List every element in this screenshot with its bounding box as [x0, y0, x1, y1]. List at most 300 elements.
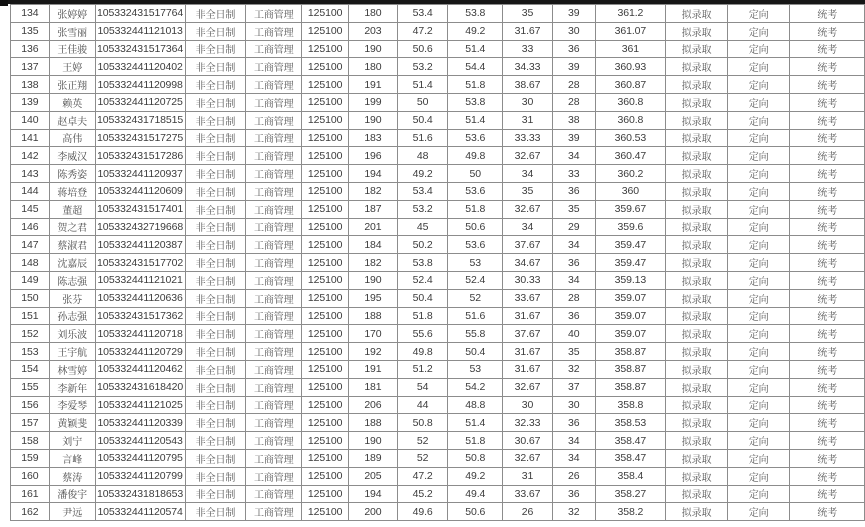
cell-major-code: 125100 [302, 254, 349, 272]
cell-study-mode: 非全日制 [185, 147, 246, 165]
table-row [11, 76, 865, 94]
cell-admission-status: 拟录取 [666, 22, 728, 40]
cell-total-score: 360.93 [595, 58, 666, 76]
cell-name: 董超 [49, 200, 95, 218]
table-row [11, 236, 865, 254]
cell-rank: 136 [11, 40, 50, 58]
cell-major: 工商管理 [246, 147, 302, 165]
cell-total-score: 359.67 [595, 200, 666, 218]
cell-major: 工商管理 [246, 449, 302, 467]
cell-exam-type: 统考 [790, 289, 865, 307]
cell-score-3: 53.6 [448, 129, 503, 147]
cell-exam-type: 统考 [790, 325, 865, 343]
cell-name: 沈嘉辰 [49, 254, 95, 272]
cell-candidate-id: 105332441120718 [95, 325, 185, 343]
cell-candidate-id: 105332441120725 [95, 93, 185, 111]
cell-admission-status: 拟录取 [666, 378, 728, 396]
cell-score-5: 34 [552, 236, 595, 254]
cell-score-3: 53 [448, 360, 503, 378]
cell-score-3: 53.8 [448, 5, 503, 23]
cell-total-score: 358.4 [595, 467, 666, 485]
cell-score-2: 51.8 [397, 307, 448, 325]
cell-study-mode: 非全日制 [185, 307, 246, 325]
cell-rank: 145 [11, 200, 50, 218]
cell-major: 工商管理 [246, 307, 302, 325]
cell-score-5: 38 [552, 111, 595, 129]
table-row [11, 129, 865, 147]
cell-score-4: 31.67 [503, 307, 553, 325]
cell-score-5: 26 [552, 467, 595, 485]
cell-total-score: 360 [595, 182, 666, 200]
cell-score-2: 49.8 [397, 343, 448, 361]
table-row [11, 289, 865, 307]
cell-score-4: 31 [503, 467, 553, 485]
cell-admission-status: 拟录取 [666, 218, 728, 236]
cell-admission-status: 拟录取 [666, 111, 728, 129]
cell-major-code: 125100 [302, 111, 349, 129]
cell-name: 刘乐波 [49, 325, 95, 343]
cell-total-score: 359.47 [595, 236, 666, 254]
cell-score-1: 187 [349, 200, 398, 218]
cell-exam-type: 统考 [790, 360, 865, 378]
cell-orientation: 定向 [727, 254, 790, 272]
cell-candidate-id: 105332441120609 [95, 182, 185, 200]
cell-major-code: 125100 [302, 503, 349, 521]
cell-score-3: 51.8 [448, 432, 503, 450]
cell-major-code: 125100 [302, 165, 349, 183]
cell-study-mode: 非全日制 [185, 22, 246, 40]
cell-candidate-id: 105332432719668 [95, 218, 185, 236]
cell-score-2: 53.2 [397, 58, 448, 76]
cell-total-score: 359.47 [595, 254, 666, 272]
cell-major: 工商管理 [246, 111, 302, 129]
cell-orientation: 定向 [727, 449, 790, 467]
cell-name: 张婷婷 [49, 5, 95, 23]
cell-admission-status: 拟录取 [666, 200, 728, 218]
cell-score-3: 50.4 [448, 343, 503, 361]
cell-score-5: 29 [552, 218, 595, 236]
cell-score-1: 180 [349, 5, 398, 23]
cell-name: 孙志强 [49, 307, 95, 325]
cell-rank: 154 [11, 360, 50, 378]
cell-name: 李爱琴 [49, 396, 95, 414]
cell-total-score: 359.6 [595, 218, 666, 236]
cell-admission-status: 拟录取 [666, 182, 728, 200]
cell-score-2: 51.2 [397, 360, 448, 378]
cell-rank: 150 [11, 289, 50, 307]
cell-score-2: 51.4 [397, 76, 448, 94]
cell-candidate-id: 105332441120998 [95, 76, 185, 94]
cell-rank: 140 [11, 111, 50, 129]
cell-score-4: 32.67 [503, 200, 553, 218]
cell-score-1: 194 [349, 485, 398, 503]
cell-major: 工商管理 [246, 343, 302, 361]
cell-score-3: 49.2 [448, 22, 503, 40]
cell-admission-status: 拟录取 [666, 5, 728, 23]
table-row [11, 307, 865, 325]
cell-name: 赖英 [49, 93, 95, 111]
cell-name: 张正翔 [49, 76, 95, 94]
cell-major-code: 125100 [302, 76, 349, 94]
cell-orientation: 定向 [727, 22, 790, 40]
cell-score-5: 39 [552, 5, 595, 23]
cell-admission-status: 拟录取 [666, 289, 728, 307]
cell-rank: 144 [11, 182, 50, 200]
cell-rank: 142 [11, 147, 50, 165]
cell-score-2: 50.4 [397, 111, 448, 129]
cell-study-mode: 非全日制 [185, 343, 246, 361]
cell-score-2: 54 [397, 378, 448, 396]
cell-score-2: 44 [397, 396, 448, 414]
cell-score-2: 53.2 [397, 200, 448, 218]
cell-major: 工商管理 [246, 485, 302, 503]
cell-score-5: 34 [552, 271, 595, 289]
cell-study-mode: 非全日制 [185, 378, 246, 396]
table-row [11, 22, 865, 40]
cell-study-mode: 非全日制 [185, 5, 246, 23]
cell-major-code: 125100 [302, 343, 349, 361]
cell-candidate-id: 105332431517362 [95, 307, 185, 325]
cell-rank: 139 [11, 93, 50, 111]
cell-score-3: 49.8 [448, 147, 503, 165]
cell-score-1: 189 [349, 449, 398, 467]
cell-major-code: 125100 [302, 360, 349, 378]
cell-admission-status: 拟录取 [666, 360, 728, 378]
cell-score-1: 180 [349, 58, 398, 76]
cell-orientation: 定向 [727, 378, 790, 396]
cell-score-4: 37.67 [503, 325, 553, 343]
cell-admission-status: 拟录取 [666, 76, 728, 94]
cell-study-mode: 非全日制 [185, 76, 246, 94]
cell-score-5: 36 [552, 485, 595, 503]
cell-name: 陈志强 [49, 271, 95, 289]
cell-exam-type: 统考 [790, 5, 865, 23]
cell-score-5: 30 [552, 22, 595, 40]
cell-admission-status: 拟录取 [666, 467, 728, 485]
cell-major: 工商管理 [246, 271, 302, 289]
cell-score-5: 34 [552, 147, 595, 165]
cell-study-mode: 非全日制 [185, 254, 246, 272]
cell-rank: 151 [11, 307, 50, 325]
cell-orientation: 定向 [727, 485, 790, 503]
cell-major: 工商管理 [246, 360, 302, 378]
cell-total-score: 360.8 [595, 93, 666, 111]
cell-score-2: 49.2 [397, 165, 448, 183]
cell-score-2: 45 [397, 218, 448, 236]
cell-orientation: 定向 [727, 343, 790, 361]
cell-study-mode: 非全日制 [185, 414, 246, 432]
cell-score-5: 30 [552, 396, 595, 414]
cell-admission-status: 拟录取 [666, 129, 728, 147]
cell-rank: 137 [11, 58, 50, 76]
cell-score-3: 50.6 [448, 218, 503, 236]
cell-name: 李新年 [49, 378, 95, 396]
cell-score-3: 49.2 [448, 467, 503, 485]
cell-name: 言峰 [49, 449, 95, 467]
cell-score-3: 50 [448, 165, 503, 183]
cell-orientation: 定向 [727, 289, 790, 307]
cell-score-4: 32.67 [503, 378, 553, 396]
cell-major: 工商管理 [246, 236, 302, 254]
cell-orientation: 定向 [727, 58, 790, 76]
cell-score-4: 30 [503, 93, 553, 111]
cell-major: 工商管理 [246, 289, 302, 307]
cell-exam-type: 统考 [790, 236, 865, 254]
cell-score-2: 50.8 [397, 414, 448, 432]
cell-major-code: 125100 [302, 93, 349, 111]
cell-major-code: 125100 [302, 432, 349, 450]
cell-candidate-id: 105332441120387 [95, 236, 185, 254]
cell-total-score: 360.87 [595, 76, 666, 94]
cell-total-score: 359.07 [595, 307, 666, 325]
cell-rank: 148 [11, 254, 50, 272]
cell-major: 工商管理 [246, 432, 302, 450]
cell-exam-type: 统考 [790, 271, 865, 289]
cell-total-score: 361.07 [595, 22, 666, 40]
table-row [11, 40, 865, 58]
cell-major: 工商管理 [246, 378, 302, 396]
cell-orientation: 定向 [727, 396, 790, 414]
cell-study-mode: 非全日制 [185, 432, 246, 450]
cell-score-2: 53.4 [397, 182, 448, 200]
cell-total-score: 360.53 [595, 129, 666, 147]
cell-study-mode: 非全日制 [185, 93, 246, 111]
cell-score-4: 34 [503, 165, 553, 183]
cell-study-mode: 非全日制 [185, 218, 246, 236]
cell-major-code: 125100 [302, 485, 349, 503]
cell-name: 蔡涛 [49, 467, 95, 485]
cell-major: 工商管理 [246, 467, 302, 485]
cell-candidate-id: 105332441120339 [95, 414, 185, 432]
cell-rank: 146 [11, 218, 50, 236]
cell-score-3: 48.8 [448, 396, 503, 414]
cell-score-2: 50 [397, 93, 448, 111]
cell-score-2: 50.6 [397, 40, 448, 58]
cell-rank: 155 [11, 378, 50, 396]
cell-study-mode: 非全日制 [185, 485, 246, 503]
cell-score-2: 55.6 [397, 325, 448, 343]
table-row [11, 503, 865, 521]
cell-orientation: 定向 [727, 325, 790, 343]
cell-major: 工商管理 [246, 414, 302, 432]
cell-score-1: 205 [349, 467, 398, 485]
cell-candidate-id: 105332441121013 [95, 22, 185, 40]
cell-admission-status: 拟录取 [666, 485, 728, 503]
cell-rank: 143 [11, 165, 50, 183]
cell-score-2: 53.8 [397, 254, 448, 272]
cell-candidate-id: 105332431517275 [95, 129, 185, 147]
cell-total-score: 358.87 [595, 343, 666, 361]
cell-score-3: 54.4 [448, 58, 503, 76]
page-top-rule-corner [0, 0, 8, 6]
cell-score-5: 34 [552, 432, 595, 450]
cell-exam-type: 统考 [790, 254, 865, 272]
cell-admission-status: 拟录取 [666, 271, 728, 289]
admission-table [10, 4, 865, 521]
cell-score-1: 183 [349, 129, 398, 147]
cell-total-score: 358.47 [595, 449, 666, 467]
cell-score-2: 49.6 [397, 503, 448, 521]
cell-admission-status: 拟录取 [666, 325, 728, 343]
cell-exam-type: 统考 [790, 165, 865, 183]
cell-score-3: 49.4 [448, 485, 503, 503]
cell-score-2: 47.2 [397, 22, 448, 40]
cell-score-4: 37.67 [503, 236, 553, 254]
cell-score-5: 39 [552, 129, 595, 147]
cell-admission-status: 拟录取 [666, 147, 728, 165]
cell-candidate-id: 105332431517364 [95, 40, 185, 58]
cell-score-4: 34.33 [503, 58, 553, 76]
cell-major: 工商管理 [246, 254, 302, 272]
cell-major: 工商管理 [246, 503, 302, 521]
cell-major-code: 125100 [302, 236, 349, 254]
table-row [11, 5, 865, 23]
cell-study-mode: 非全日制 [185, 360, 246, 378]
cell-major: 工商管理 [246, 129, 302, 147]
cell-score-4: 31 [503, 111, 553, 129]
cell-score-2: 47.2 [397, 467, 448, 485]
cell-orientation: 定向 [727, 147, 790, 165]
cell-score-5: 36 [552, 182, 595, 200]
cell-admission-status: 拟录取 [666, 40, 728, 58]
cell-score-3: 50.6 [448, 503, 503, 521]
cell-score-5: 32 [552, 360, 595, 378]
cell-exam-type: 统考 [790, 58, 865, 76]
cell-major-code: 125100 [302, 147, 349, 165]
table-row [11, 449, 865, 467]
cell-orientation: 定向 [727, 165, 790, 183]
cell-name: 林雪婷 [49, 360, 95, 378]
cell-score-1: 190 [349, 271, 398, 289]
cell-candidate-id: 105332441120729 [95, 343, 185, 361]
cell-score-1: 181 [349, 378, 398, 396]
cell-orientation: 定向 [727, 40, 790, 58]
cell-score-3: 51.4 [448, 414, 503, 432]
cell-candidate-id: 105332431517764 [95, 5, 185, 23]
cell-exam-type: 统考 [790, 485, 865, 503]
cell-orientation: 定向 [727, 200, 790, 218]
cell-name: 贺之君 [49, 218, 95, 236]
cell-total-score: 360.8 [595, 111, 666, 129]
cell-score-2: 52 [397, 449, 448, 467]
cell-major-code: 125100 [302, 449, 349, 467]
cell-exam-type: 统考 [790, 129, 865, 147]
cell-score-3: 51.4 [448, 40, 503, 58]
table-row [11, 182, 865, 200]
cell-candidate-id: 105332431517401 [95, 200, 185, 218]
cell-name: 李威汉 [49, 147, 95, 165]
table-row [11, 414, 865, 432]
cell-major-code: 125100 [302, 271, 349, 289]
cell-score-1: 170 [349, 325, 398, 343]
cell-major-code: 125100 [302, 325, 349, 343]
cell-exam-type: 统考 [790, 111, 865, 129]
cell-rank: 162 [11, 503, 50, 521]
cell-name: 王佳骏 [49, 40, 95, 58]
cell-score-2: 50.4 [397, 289, 448, 307]
cell-rank: 147 [11, 236, 50, 254]
cell-score-5: 35 [552, 200, 595, 218]
cell-major-code: 125100 [302, 22, 349, 40]
cell-study-mode: 非全日制 [185, 449, 246, 467]
cell-candidate-id: 105332441120795 [95, 449, 185, 467]
cell-candidate-id: 105332441120937 [95, 165, 185, 183]
cell-total-score: 359.07 [595, 325, 666, 343]
cell-admission-status: 拟录取 [666, 414, 728, 432]
cell-name: 刘宁 [49, 432, 95, 450]
cell-score-5: 36 [552, 414, 595, 432]
cell-rank: 161 [11, 485, 50, 503]
cell-rank: 138 [11, 76, 50, 94]
cell-total-score: 358.8 [595, 396, 666, 414]
cell-orientation: 定向 [727, 76, 790, 94]
cell-score-1: 188 [349, 414, 398, 432]
cell-admission-status: 拟录取 [666, 449, 728, 467]
cell-candidate-id: 105332441120799 [95, 467, 185, 485]
cell-name: 黄颖斐 [49, 414, 95, 432]
cell-score-1: 182 [349, 182, 398, 200]
cell-candidate-id: 105332431818653 [95, 485, 185, 503]
cell-study-mode: 非全日制 [185, 165, 246, 183]
cell-score-4: 35 [503, 182, 553, 200]
cell-candidate-id: 105332431718515 [95, 111, 185, 129]
cell-exam-type: 统考 [790, 432, 865, 450]
cell-score-4: 32.33 [503, 414, 553, 432]
cell-orientation: 定向 [727, 111, 790, 129]
table-row [11, 325, 865, 343]
cell-major: 工商管理 [246, 22, 302, 40]
cell-orientation: 定向 [727, 129, 790, 147]
cell-study-mode: 非全日制 [185, 503, 246, 521]
cell-score-4: 38.67 [503, 76, 553, 94]
cell-score-3: 55.8 [448, 325, 503, 343]
cell-major-code: 125100 [302, 467, 349, 485]
cell-major-code: 125100 [302, 200, 349, 218]
cell-orientation: 定向 [727, 218, 790, 236]
cell-rank: 152 [11, 325, 50, 343]
cell-study-mode: 非全日制 [185, 182, 246, 200]
cell-score-5: 28 [552, 93, 595, 111]
cell-orientation: 定向 [727, 467, 790, 485]
cell-major-code: 125100 [302, 396, 349, 414]
cell-total-score: 358.2 [595, 503, 666, 521]
cell-orientation: 定向 [727, 5, 790, 23]
cell-name: 陈秀姿 [49, 165, 95, 183]
cell-total-score: 358.53 [595, 414, 666, 432]
cell-exam-type: 统考 [790, 22, 865, 40]
cell-score-3: 51.8 [448, 76, 503, 94]
cell-score-3: 51.4 [448, 111, 503, 129]
cell-admission-status: 拟录取 [666, 58, 728, 76]
cell-score-5: 36 [552, 40, 595, 58]
cell-score-4: 33.33 [503, 129, 553, 147]
table-row [11, 111, 865, 129]
cell-exam-type: 统考 [790, 414, 865, 432]
cell-major-code: 125100 [302, 378, 349, 396]
cell-score-3: 52 [448, 289, 503, 307]
cell-score-4: 32.67 [503, 449, 553, 467]
cell-name: 蒋培登 [49, 182, 95, 200]
cell-major-code: 125100 [302, 218, 349, 236]
cell-rank: 149 [11, 271, 50, 289]
cell-rank: 160 [11, 467, 50, 485]
cell-name: 王宇航 [49, 343, 95, 361]
cell-orientation: 定向 [727, 432, 790, 450]
cell-major-code: 125100 [302, 129, 349, 147]
cell-total-score: 358.47 [595, 432, 666, 450]
cell-major: 工商管理 [246, 200, 302, 218]
cell-exam-type: 统考 [790, 76, 865, 94]
